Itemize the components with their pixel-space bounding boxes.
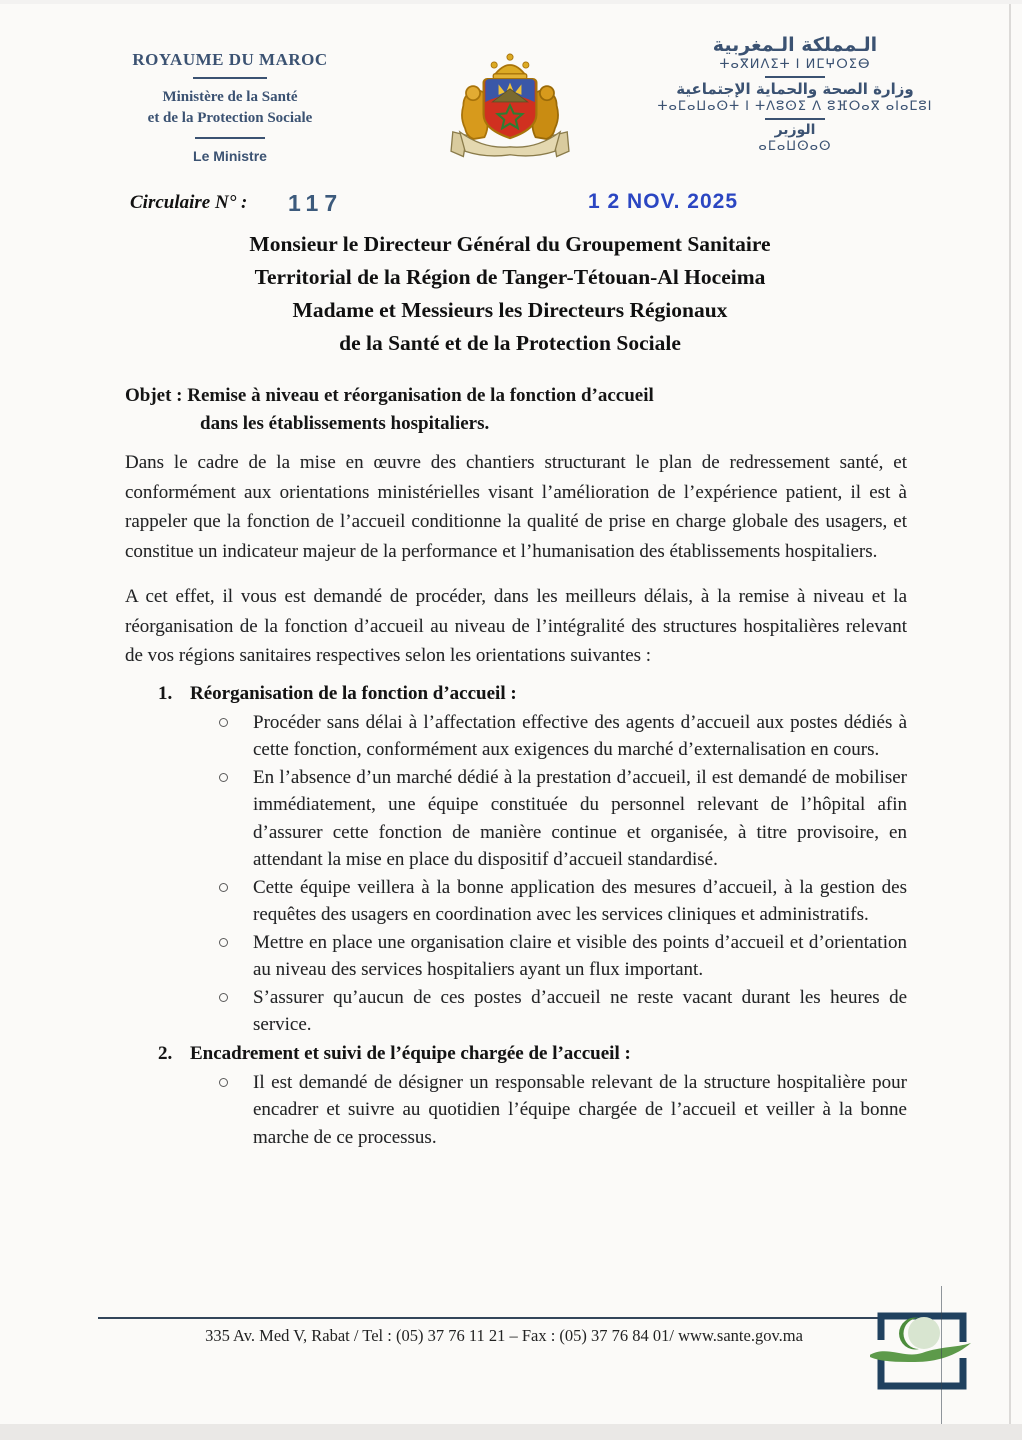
bullet-marker (219, 718, 228, 727)
letterhead-left (85, 50, 375, 164)
ministry-health-logo-icon (870, 1304, 974, 1401)
ministry-name-tifinagh: ⵜⴰⵎⴰⵡⴰⵙⵜ ⵏ ⵜⴷⵓⵙⵉ ⴷ ⵓⴼⵔⴰⴳ ⴰⵏⴰⵎⵓⵏ (657, 99, 933, 114)
paragraph: Dans le cadre de la mise en œuvre des chantiers structurant le plan de redressement santé, et conformément aux orientations ministérielles visant l’amélioration de l’expérience patient, il est à rappeler que la fonction de l’accueil conditionne la qualité de prise en charge globale des usagers, et constitue un indicateur majeur de la performance et l’humanisation des établissements hospitaliers. (125, 452, 907, 562)
kingdom-name-tifinagh: ⵜⴰⴳⵍⴷⵉⵜ ⵏ ⵍⵎⵖⵔⵉⴱ (719, 57, 871, 72)
kingdom-name-ar: الـمملكة الـمغربية (712, 34, 878, 56)
list-item-text: S’assurer qu’aucun de ces postes d’accueil ne reste vacant durant les heures de service. (253, 986, 907, 1035)
ministry-name-fr-line1: Ministère de la Santé (162, 89, 298, 105)
list-item-text: Mettre en place une organisation claire et visible des points d’accueil et d’orientation au niveau des services hospitaliers ayant un flux important. (253, 931, 907, 980)
circular-number-label: Circulaire N° : (130, 192, 248, 213)
list-item (125, 764, 907, 874)
date-stamp: 1 2 NOV. 2025 (588, 190, 738, 213)
list-item (125, 929, 907, 984)
circular-number-stamp: 117 (288, 190, 344, 216)
subject-line2: dans les établissements hospitaliers. (200, 413, 490, 434)
title-line: Territorial de la Région de Tanger-Tétouan-Al Hoceima (254, 265, 766, 289)
minister-title-ar: الوزير (774, 122, 816, 138)
list-item (125, 874, 907, 929)
page-edge-top (0, 0, 1022, 4)
list-item-text: Procéder sans délai à l’affectation effective des agents d’accueil aux postes dédiés à cette fonction, conformément aux exigences du marché d’externalisation en cours. (253, 711, 907, 760)
section-1-heading (125, 679, 907, 709)
divider (193, 77, 267, 79)
footer-rule (98, 1317, 910, 1319)
list-item (125, 709, 907, 764)
page-edge-right (1009, 4, 1011, 1424)
divider (765, 76, 825, 78)
section-title: Réorganisation de la fonction d’accueil : (190, 682, 517, 704)
list-item (125, 1069, 907, 1152)
footer-contact-line: 335 Av. Med V, Rabat / Tel : (05) 37 76 11 21 – Fax : (05) 37 76 84 01/ www.sante.gov.ma (205, 1326, 803, 1345)
title-line: Madame et Messieurs les Directeurs Régionaux (292, 298, 728, 322)
list-item-text: En l’absence d’un marché dédié à la prestation d’accueil, il est demandé de mobiliser immédiatement, une équipe constituée du personnel relevant de l’hôpital afin d’assurer cette fonction de manière continue et organisée, à titre provisoire, en attendant la mise en place du dispositif d’accueil standardisé. (253, 766, 907, 870)
minister-title-tifinagh: ⴰⵎⴰⵡⵙⴰⵙ (758, 139, 832, 154)
kingdom-name-fr: ROYAUME DU MAROC (132, 50, 328, 69)
paragraph: A cet effet, il vous est demandé de procéder, dans les meilleurs délais, à la remise à niveau et la réorganisation de la fonction d’accueil au niveau de l’intégralité des structures hospitalières relevant de vos régions sanitaires respectives selon les orientations suivantes : (125, 586, 907, 666)
list-item-text: Cette équipe veillera à la bonne application des mesures d’accueil, à la gestion des requêtes des usagers en coordination avec les services cliniques et administratifs. (253, 876, 907, 925)
title-line: de la Santé et de la Protection Sociale (339, 331, 681, 355)
minister-title-fr: Le Ministre (193, 148, 267, 164)
ministry-name-ar: وزارة الصحة والحماية الإجتماعية (676, 80, 914, 98)
subject-block (125, 382, 915, 438)
addressee-title-block (105, 228, 915, 360)
section-number: 2. (158, 1042, 173, 1064)
subject-line1: Objet : Remise à niveau et réorganisation de la fonction d’accueil (125, 385, 654, 406)
letter-body (125, 448, 907, 1151)
bullet-marker (219, 993, 228, 1002)
section-title: Encadrement et suivi de l’équipe chargée de l’accueil : (190, 1042, 631, 1064)
letterhead-right (620, 34, 970, 156)
list-item (125, 984, 907, 1039)
scan-fold-line (941, 1286, 942, 1428)
ministry-name-fr-line2: et de la Protection Sociale (147, 110, 313, 126)
title-line: Monsieur le Directeur Général du Groupement Sanitaire (249, 232, 771, 256)
bullet-marker (219, 938, 228, 947)
moroccan-coat-of-arms-icon (444, 40, 576, 183)
section-number: 1. (158, 682, 173, 704)
section-1-bullets (125, 709, 907, 1039)
page-edge-bottom (0, 1424, 1022, 1440)
divider (195, 137, 265, 139)
list-item-text: Il est demandé de désigner un responsable relevant de la structure hospitalière pour encadrer et suivre au quotidien l’équipe chargée de l’accueil et veiller à la bonne marche de ce processus. (253, 1071, 907, 1148)
section-2-heading (125, 1039, 907, 1069)
bullet-marker (219, 1078, 228, 1087)
bullet-marker (219, 773, 228, 782)
bullet-marker (219, 883, 228, 892)
divider (765, 118, 825, 120)
section-2-bullets (125, 1069, 907, 1152)
